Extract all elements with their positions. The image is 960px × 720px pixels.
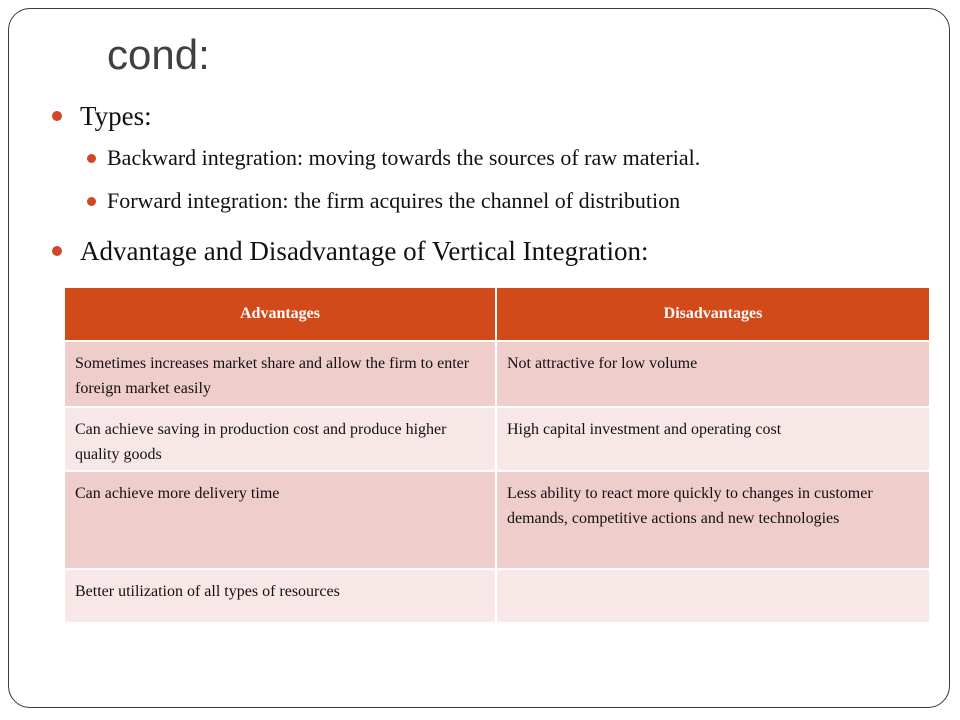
advantage-cell: Sometimes increases market share and allow the firm to enter foreign market easily: [64, 341, 496, 407]
advantage-cell: Better utilization of all types of resources: [64, 569, 496, 623]
disadvantage-cell: [496, 569, 930, 623]
header-disadvantages: Disadvantages: [496, 287, 930, 341]
advantage-cell: Can achieve saving in production cost and produce higher quality goods: [64, 407, 496, 471]
bullet-text: Forward integration: the firm acquires the channel of distribution: [107, 188, 681, 213]
bullet-dot-icon: [87, 154, 96, 163]
advantage-cell: Can achieve more delivery time: [64, 471, 496, 569]
advantages-disadvantages-table: [63, 286, 931, 624]
bullet-advantages-disadvantages: [80, 234, 649, 268]
bullet-text: Advantage and Disadvantage of Vertical Integration:: [80, 236, 649, 266]
table-row: [64, 341, 930, 407]
bullet-forward-integration: [107, 187, 680, 215]
table-row: [64, 471, 930, 569]
bullet-dot-icon: [52, 246, 62, 256]
bullet-text: Types:: [80, 101, 152, 131]
bullet-dot-icon: [52, 111, 62, 121]
table-row: [64, 569, 930, 623]
bullet-text: Backward integration: moving towards the sources of raw material.: [107, 145, 701, 170]
bullet-backward-integration: [107, 144, 700, 172]
table-header-row: [64, 287, 930, 341]
slide-title: cond:: [107, 31, 210, 78]
bullet-dot-icon: [87, 197, 96, 206]
table-row: [64, 407, 930, 471]
bullet-types: [80, 99, 152, 133]
disadvantage-cell: High capital investment and operating cost: [496, 407, 930, 471]
disadvantage-cell: Not attractive for low volume: [496, 341, 930, 407]
disadvantage-cell: Less ability to react more quickly to changes in customer demands, competitive actions and new technologies: [496, 471, 930, 569]
header-advantages: Advantages: [64, 287, 496, 341]
